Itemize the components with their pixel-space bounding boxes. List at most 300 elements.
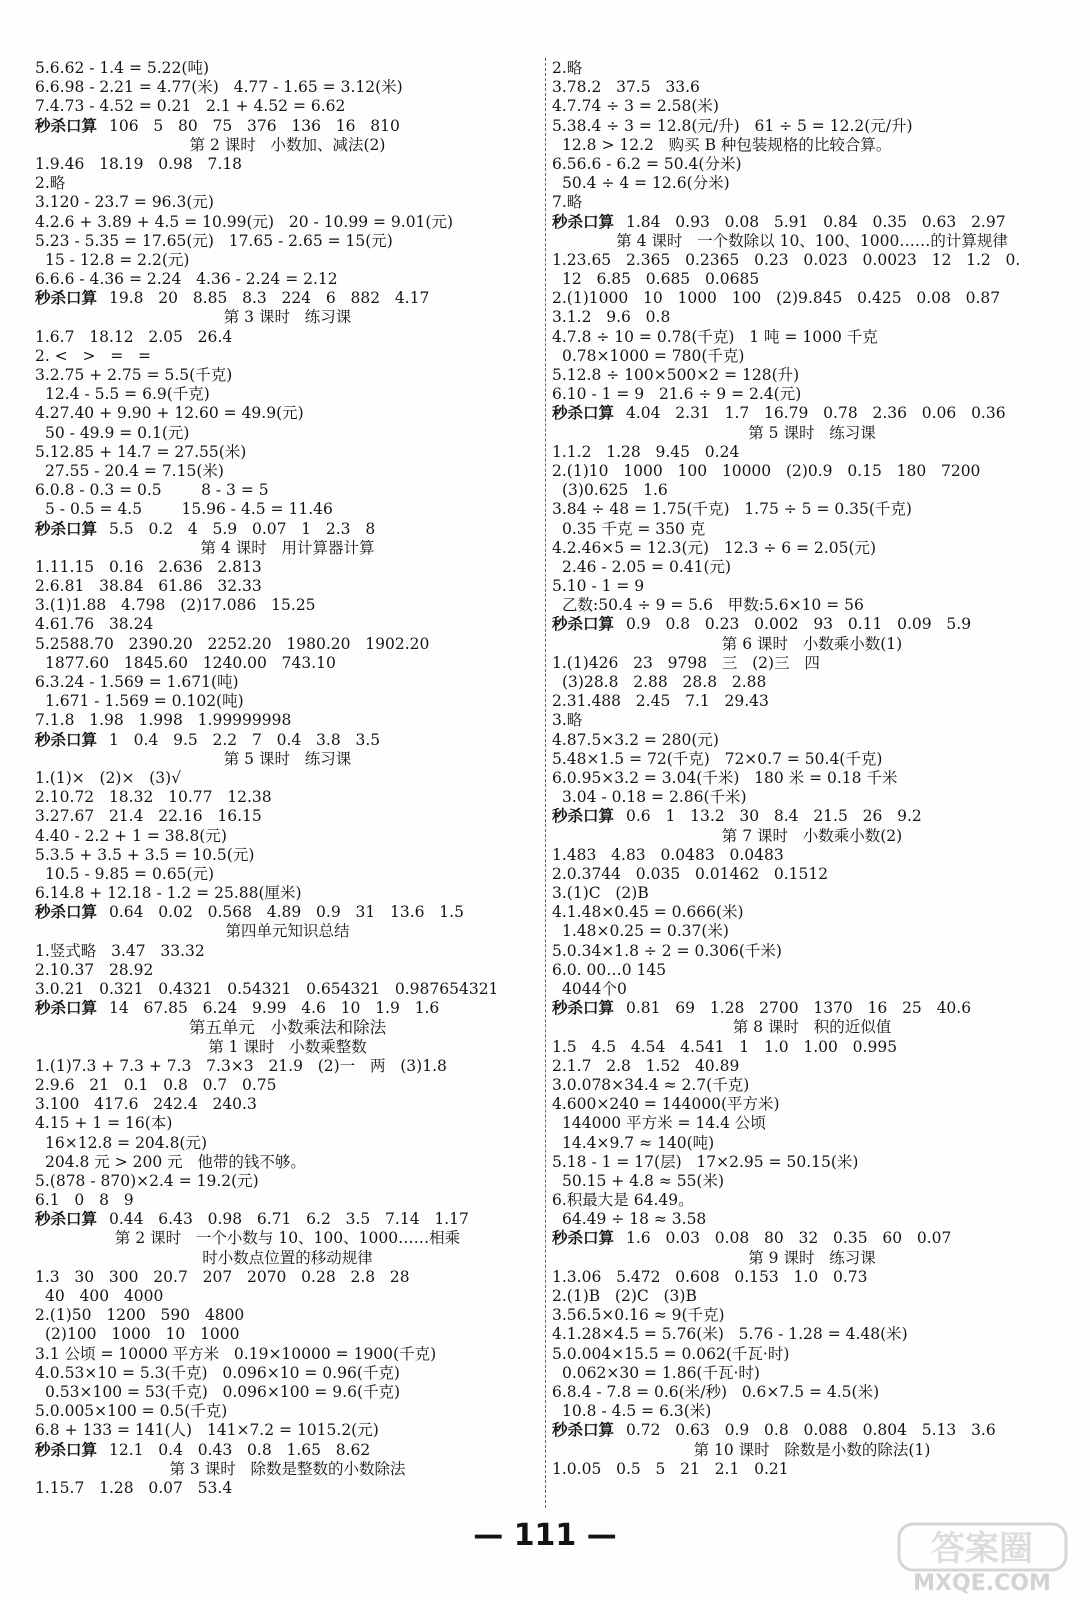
- answer-line: [35, 155, 540, 174]
- answer-line-continued: [552, 788, 1072, 807]
- answer-line: [35, 193, 540, 212]
- answer-line: [35, 1364, 540, 1383]
- answer-line: [552, 1268, 1072, 1287]
- line-text: 1.23.65 2.365 0.2365 0.23 0.023 0.0023 12 1.2 0.: [552, 250, 1021, 269]
- line-text: 第 1 课时 小数乘整数: [208, 1037, 367, 1056]
- line-text: 3.0.21 0.321 0.4321 0.54321 0.654321 0.987654321: [35, 980, 499, 998]
- line-text: 6.14.8 + 12.18 - 1.2 = 25.88(厘米): [35, 884, 302, 903]
- line-text: 2.(1)B (2)C (3)B: [552, 1287, 697, 1305]
- answer-line: [552, 750, 1072, 769]
- line-text: 0.9 0.8 0.23 0.002 93 0.11 0.09 5.9: [626, 615, 972, 634]
- answer-line-continued: [35, 865, 540, 884]
- answer-line: [552, 1306, 1072, 1325]
- answer-line-continued: [35, 424, 540, 443]
- answer-line-continued: [552, 1402, 1072, 1421]
- answer-line: [35, 711, 540, 730]
- line-text: 50.4 ÷ 4 = 12.6(分米): [562, 174, 730, 193]
- line-text: 16×12.8 = 204.8(元): [45, 1133, 208, 1152]
- answer-line: [35, 232, 540, 251]
- right-answer-column: [552, 59, 1072, 1479]
- answer-line: [552, 1153, 1072, 1172]
- answer-line: [552, 385, 1072, 404]
- line-text: 12.8 > 12.2 购买 B 种包装规格的比较合算。: [562, 135, 892, 154]
- answer-line: [35, 1479, 540, 1498]
- mental-math-line: [552, 615, 1072, 634]
- answer-line: [552, 1345, 1072, 1364]
- answer-line-continued: [552, 558, 1072, 577]
- line-text: 2.(1)1000 10 1000 100 (2)9.845 0.425 0.08 0.87: [552, 289, 1001, 308]
- line-text: 4.27.40 + 9.90 + 12.60 = 49.9(元): [35, 404, 304, 423]
- answer-line: [35, 577, 540, 596]
- line-text: 3.(1)1.88 4.798 (2)17.086 15.25: [35, 596, 316, 615]
- answer-line-continued: [552, 1364, 1072, 1383]
- line-text: (2)100 1000 10 1000: [45, 1325, 240, 1344]
- mental-math-label: 秒杀口算: [552, 1229, 615, 1248]
- answer-line: [35, 213, 540, 232]
- line-text: 6.0.95×3.2 = 3.04(千米) 180 米 = 0.18 千米: [552, 768, 898, 787]
- line-text: 5.0.34×1.8 ÷ 2 = 0.306(千米): [552, 941, 782, 960]
- line-text: 4.87.5×3.2 = 280(元): [552, 730, 719, 749]
- mental-math-label: 秒杀口算: [552, 615, 615, 634]
- answer-line-continued: [35, 692, 540, 711]
- lesson-heading: [35, 136, 540, 155]
- answer-line: [35, 1268, 540, 1287]
- line-text: 0.78×1000 = 780(千克): [562, 346, 745, 365]
- mental-math-label: 秒杀口算: [35, 1440, 98, 1459]
- answer-line-continued: [552, 174, 1072, 193]
- answer-line-continued: [35, 654, 540, 673]
- line-text: 5.12.8 ÷ 100×500×2 = 128(升): [552, 366, 800, 384]
- line-text: 50.15 + 4.8 ≈ 55(米): [562, 1171, 725, 1190]
- line-text: 6.8 + 133 = 141(人) 141×7.2 = 1015.2(元): [35, 1421, 379, 1440]
- answer-line-continued: [35, 1134, 540, 1153]
- line-text: 5.6.62 - 1.4 = 5.22(吨): [35, 59, 209, 77]
- line-text: 5.18 - 1 = 17(层) 17×2.95 = 50.15(米): [552, 1152, 859, 1171]
- mental-math-line: [552, 213, 1072, 232]
- line-text: 5.48×1.5 = 72(千克) 72×0.7 = 50.4(千克): [552, 749, 883, 768]
- line-text: 2.10.72 18.32 10.77 12.38: [35, 788, 272, 807]
- answer-line: [552, 769, 1072, 788]
- answer-line-continued: [552, 520, 1072, 539]
- answer-line: [35, 788, 540, 807]
- line-text: 1.9.46 18.19 0.98 7.18: [35, 154, 243, 173]
- mental-math-label: 秒杀口算: [35, 1210, 98, 1229]
- answer-line: [552, 1460, 1072, 1479]
- line-text: 106 5 80 75 376 136 16 810: [109, 116, 400, 135]
- mental-math-label: 秒杀口算: [35, 519, 98, 538]
- line-text: 3.100 417.6 242.4 240.3: [35, 1095, 257, 1114]
- answer-line: [552, 193, 1072, 212]
- line-text: 2.(1)50 1200 590 4800: [35, 1306, 245, 1325]
- mental-math-line: [35, 520, 540, 539]
- line-text: 第 10 课时 除数是小数的除法(1): [693, 1440, 931, 1459]
- line-text: 204.8 元 > 200 元 他带的钱不够。: [45, 1152, 306, 1171]
- mental-math-label: 秒杀口算: [35, 999, 98, 1018]
- line-text: 6.积最大是 64.49。: [552, 1191, 694, 1210]
- line-text: 第 2 课时 一个小数与 10、100、1000……相乘: [114, 1229, 461, 1248]
- line-text: 1.6 0.03 0.08 80 32 0.35 60 0.07: [626, 1229, 952, 1248]
- line-text: 3.27.67 21.4 22.16 16.15: [35, 807, 262, 826]
- answer-line: [35, 635, 540, 654]
- line-text: 6.6.98 - 2.21 = 4.77(米) 4.77 - 1.65 = 3.12(米): [35, 78, 403, 97]
- line-text: 2. < > = =: [35, 346, 152, 365]
- mental-math-label: 秒杀口算: [35, 289, 98, 308]
- answer-line: [552, 942, 1072, 961]
- answer-line: [552, 1038, 1072, 1057]
- answer-line: [552, 289, 1072, 308]
- lesson-heading: [552, 1441, 1072, 1460]
- mental-math-line: [552, 807, 1072, 826]
- answer-line: [35, 270, 540, 289]
- lesson-heading: [552, 635, 1072, 654]
- line-text: 12.4 - 5.5 = 6.9(千克): [45, 385, 210, 404]
- answer-line: [552, 865, 1072, 884]
- lesson-heading: [35, 1229, 540, 1248]
- mental-math-label: 秒杀口算: [552, 1421, 615, 1440]
- line-text: 4.1.48×0.45 = 0.666(米): [552, 903, 744, 922]
- answer-line: [552, 1325, 1072, 1344]
- line-text: 第 4 课时 一个数除以 10、100、1000……的计算规律: [616, 231, 1008, 250]
- answer-line: [35, 1345, 540, 1364]
- answer-line: [35, 1402, 540, 1421]
- answer-line: [552, 117, 1072, 136]
- mental-math-line: [552, 1421, 1072, 1440]
- line-text: 1.671 - 1.569 = 0.102(吨): [45, 692, 244, 711]
- answer-line: [552, 692, 1072, 711]
- answer-line: [552, 59, 1072, 78]
- line-text: 1.48×0.25 = 0.37(米): [562, 922, 729, 941]
- line-text: 5.10 - 1 = 9: [552, 577, 645, 596]
- answer-line: [552, 903, 1072, 922]
- line-text: 1.(1)× (2)× (3)√: [35, 768, 182, 787]
- mental-math-label: 秒杀口算: [35, 903, 98, 922]
- answer-line: [552, 1095, 1072, 1114]
- answer-line: [552, 78, 1072, 97]
- answer-line: [552, 1383, 1072, 1402]
- answer-line-continued: [35, 1153, 540, 1172]
- line-text: 第 6 课时 小数乘小数(1): [721, 634, 903, 653]
- line-text: 3.略: [552, 711, 583, 730]
- line-text: 3.(1)C (2)B: [552, 884, 649, 903]
- answer-line: [35, 366, 540, 385]
- svg-text:答案圈: 答案圈: [931, 1529, 1033, 1569]
- line-text: 2.9.6 21 0.1 0.8 0.7 0.75: [35, 1075, 277, 1094]
- line-text: 0.53×100 = 53(千克) 0.096×100 = 9.6(千克): [45, 1382, 401, 1401]
- answer-line: [35, 1095, 540, 1114]
- line-text: 第 5 课时 练习课: [748, 423, 876, 442]
- line-text: 6.56.6 - 6.2 = 50.4(分米): [552, 154, 742, 173]
- lesson-heading: [35, 1038, 540, 1057]
- lesson-heading: [35, 922, 540, 941]
- answer-line: [35, 884, 540, 903]
- line-text: 3.56.5×0.16 ≈ 9(千克): [552, 1306, 725, 1325]
- mental-math-line: [35, 289, 540, 308]
- mental-math-line: [552, 999, 1072, 1018]
- page-number-value: 111: [513, 1518, 577, 1553]
- line-text: 1.3 30 300 20.7 207 2070 0.28 2.8 28: [35, 1267, 410, 1286]
- answer-line: [35, 1191, 540, 1210]
- line-text: 第 2 课时 小数加、减法(2): [189, 135, 386, 154]
- line-text: 0.6 1 13.2 30 8.4 21.5 26 9.2: [626, 807, 922, 826]
- answer-line: [35, 596, 540, 615]
- line-text: 64.49 ÷ 18 ≈ 3.58: [562, 1210, 707, 1229]
- mental-math-label: 秒杀口算: [552, 212, 615, 231]
- line-text: 1.84 0.93 0.08 5.91 0.84 0.35 0.63 2.97: [626, 212, 1006, 231]
- line-text: 5.3.5 + 3.5 + 3.5 = 10.5(元): [35, 845, 255, 864]
- line-text: 1.1.2 1.28 9.45 0.24: [552, 442, 740, 461]
- mental-math-line: [35, 1441, 540, 1460]
- line-text: 5.(878 - 870)×2.4 = 19.2(元): [35, 1171, 259, 1190]
- line-text: 1.3.06 5.472 0.608 0.153 1.0 0.73: [552, 1267, 868, 1286]
- answer-line-continued: [35, 1325, 540, 1344]
- line-text: (3)28.8 2.88 28.8 2.88: [562, 673, 767, 691]
- answer-line-continued: [552, 347, 1072, 366]
- line-text: 6.0. 00…0 145: [552, 960, 667, 979]
- line-text: 第 3 课时 练习课: [223, 308, 352, 327]
- line-text: 10.5 - 9.85 = 0.65(元): [45, 864, 215, 883]
- answer-line: [552, 308, 1072, 327]
- line-text: 1.15.7 1.28 0.07 53.4: [35, 1478, 233, 1497]
- answer-line: [552, 711, 1072, 730]
- line-text: 1877.60 1845.60 1240.00 743.10: [45, 653, 336, 672]
- line-text: 40 400 4000: [45, 1287, 164, 1305]
- line-text: 7.1.8 1.98 1.998 1.99999998: [35, 711, 292, 730]
- line-text: 5.38.4 ÷ 3 = 12.8(元/升) 61 ÷ 5 = 12.2(元/升): [552, 116, 913, 135]
- line-text: 5.23 - 5.35 = 17.65(元) 17.65 - 2.65 = 15(元): [35, 231, 393, 250]
- answer-line: [552, 961, 1072, 980]
- answer-line: [552, 731, 1072, 750]
- lesson-heading: [552, 1018, 1072, 1037]
- line-text: 6.3.24 - 1.569 = 1.671(吨): [35, 673, 239, 691]
- answer-line: [35, 980, 540, 999]
- line-text: 第 9 课时 练习课: [748, 1248, 876, 1267]
- answer-line-continued: [35, 385, 540, 404]
- line-text: 0.72 0.63 0.9 0.8 0.088 0.804 5.13 3.6: [626, 1421, 996, 1440]
- line-text: 4.15 + 1 = 16(本): [35, 1114, 173, 1133]
- line-text: 1.(1)426 23 9798 三 (2)三 四: [552, 653, 820, 672]
- answer-line: [35, 942, 540, 961]
- answer-line: [552, 539, 1072, 558]
- answer-line-continued: [552, 481, 1072, 500]
- line-text: 2.6.81 38.84 61.86 32.33: [35, 577, 262, 596]
- line-text: 5.2588.70 2390.20 2252.20 1980.20 1902.20: [35, 634, 430, 653]
- line-text: 2.略: [35, 174, 66, 193]
- answer-line: [552, 328, 1072, 347]
- line-text: 5.12.85 + 14.7 = 27.55(米): [35, 442, 247, 461]
- answer-line: [35, 1421, 540, 1440]
- line-text: 2.1.7 2.8 1.52 40.89: [552, 1056, 740, 1075]
- answer-line: [35, 328, 540, 347]
- answer-line: [35, 1114, 540, 1133]
- answer-line: [35, 1057, 540, 1076]
- answer-line: [552, 884, 1072, 903]
- line-text: 19.8 20 8.85 8.3 224 6 882 4.17: [109, 289, 430, 308]
- lesson-heading: [35, 750, 540, 769]
- line-text: (3)0.625 1.6: [562, 481, 668, 500]
- answer-line: [35, 481, 540, 500]
- line-text: 1.(1)7.3 + 7.3 + 7.3 7.3×3 21.9 (2)一 两 (3)1.8: [35, 1056, 447, 1075]
- line-text: 6.0.8 - 0.3 = 0.5 8 - 3 = 5: [35, 481, 269, 500]
- answer-line: [552, 251, 1072, 270]
- answer-line: [35, 347, 540, 366]
- line-text: 4044个0: [562, 980, 627, 998]
- mental-math-line: [35, 1210, 540, 1229]
- answer-line: [35, 174, 540, 193]
- watermark-logo: [895, 1520, 1070, 1595]
- lesson-heading: [552, 827, 1072, 846]
- line-text: 0.81 69 1.28 2700 1370 16 25 40.6: [626, 999, 972, 1018]
- answer-line: [552, 500, 1072, 519]
- answer-line-continued: [552, 1172, 1072, 1191]
- line-text: 4.7.74 ÷ 3 = 2.58(米): [552, 97, 719, 116]
- mental-math-line: [35, 903, 540, 922]
- answer-line: [552, 654, 1072, 673]
- line-text: 4.2.46×5 = 12.3(元) 12.3 ÷ 6 = 2.05(元): [552, 538, 877, 557]
- line-text: 0.062×30 = 1.86(千瓦·时): [562, 1363, 760, 1382]
- answer-line-continued: [552, 1114, 1072, 1133]
- mental-math-line: [35, 731, 540, 750]
- line-text: 14 67.85 6.24 9.99 4.6 10 1.9 1.6: [109, 999, 440, 1018]
- line-text: 12.1 0.4 0.43 0.8 1.65 8.62: [109, 1440, 371, 1459]
- answer-line-continued: [552, 136, 1072, 155]
- line-text: 3.78.2 37.5 33.6: [552, 78, 700, 97]
- line-text: 4.600×240 = 144000(平方米): [552, 1095, 780, 1114]
- page-number: — 111 —: [473, 1518, 617, 1553]
- line-text: 144000 平方米 = 14.4 公顷: [562, 1114, 766, 1133]
- line-text: 1.6.7 18.12 2.05 26.4: [35, 327, 233, 346]
- answer-line-continued: [35, 500, 540, 519]
- lesson-heading: [552, 232, 1072, 251]
- line-text: 1.竖式略 3.47 33.32: [35, 941, 205, 960]
- answer-line: [35, 443, 540, 462]
- line-text: 4.40 - 2.2 + 1 = 38.8(元): [35, 826, 227, 845]
- line-text: 3.1 公顷 = 10000 平方米 0.19×10000 = 1900(千克): [35, 1344, 437, 1363]
- answer-line: [35, 807, 540, 826]
- line-text: 5.5 0.2 4 5.9 0.07 1 2.3 8: [109, 519, 376, 538]
- answer-line: [35, 1076, 540, 1095]
- line-text: 2.0.3744 0.035 0.01462 0.1512: [552, 864, 829, 883]
- mental-math-line: [552, 1229, 1072, 1248]
- line-text: 0.44 6.43 0.98 6.71 6.2 3.5 7.14 1.17: [109, 1210, 469, 1229]
- line-text: 3.2.75 + 2.75 = 5.5(千克): [35, 366, 233, 384]
- line-text: 2.(1)10 1000 100 10000 (2)0.9 0.15 180 7200: [552, 461, 981, 480]
- line-text: 第四单元知识总结: [225, 922, 350, 941]
- mental-math-label: 秒杀口算: [35, 116, 98, 135]
- line-text: 3.84 ÷ 48 = 1.75(千克) 1.75 ÷ 5 = 0.35(千克): [552, 500, 912, 519]
- line-text: 0.35 千克 = 350 克: [562, 519, 706, 538]
- line-text: 第 8 课时 积的近似值: [732, 1018, 892, 1037]
- line-text: 1.5 4.5 4.54 4.541 1 1.0 1.00 0.995: [552, 1037, 898, 1056]
- line-text: 2.46 - 2.05 = 0.41(元): [562, 557, 732, 576]
- answer-line: [552, 577, 1072, 596]
- line-text: 4.61.76 38.24: [35, 615, 154, 634]
- answer-line: [552, 1076, 1072, 1095]
- answer-line: [552, 1191, 1072, 1210]
- answer-line-continued: [35, 251, 540, 270]
- answer-line: [35, 769, 540, 788]
- line-text: 1.11.15 0.16 2.636 2.813: [35, 557, 262, 576]
- answer-line-continued: [552, 1134, 1072, 1153]
- lesson-heading: [35, 539, 540, 558]
- answer-line-continued: [552, 270, 1072, 289]
- answer-line: [35, 673, 540, 692]
- line-text: 6.8.4 - 7.8 = 0.6(米/秒) 0.6×7.5 = 4.5(米): [552, 1382, 880, 1401]
- svg-text:MXQE.COM: MXQE.COM: [913, 1571, 1051, 1595]
- answer-line-continued: [35, 462, 540, 481]
- answer-line-continued: [552, 673, 1072, 692]
- lesson-heading: [35, 308, 540, 327]
- answer-line: [35, 615, 540, 634]
- line-text: 10.8 - 4.5 = 6.3(米): [562, 1402, 712, 1421]
- answer-line: [552, 443, 1072, 462]
- lesson-heading: [35, 1460, 540, 1479]
- answer-line: [35, 78, 540, 97]
- answer-line: [35, 97, 540, 116]
- line-text: 4.1.28×4.5 = 5.76(米) 5.76 - 1.28 = 4.48(米): [552, 1325, 908, 1344]
- mental-math-label: 秒杀口算: [35, 730, 98, 749]
- answer-line-continued: [552, 922, 1072, 941]
- line-text: 4.04 2.31 1.7 16.79 0.78 2.36 0.06 0.36: [626, 404, 1006, 423]
- line-text: 7.4.73 - 4.52 = 0.21 2.1 + 4.52 = 6.62: [35, 97, 346, 116]
- line-text: 6.1 0 8 9: [35, 1191, 134, 1210]
- answer-line-continued: [552, 1210, 1072, 1229]
- line-text: 第 4 课时 用计算器计算: [200, 538, 375, 557]
- line-text: 第 7 课时 小数乘小数(2): [721, 826, 903, 845]
- line-text: 5.0.005×100 = 0.5(千克): [35, 1402, 228, 1421]
- column-divider: [545, 58, 546, 1508]
- mental-math-label: 秒杀口算: [552, 404, 615, 423]
- mental-math-label: 秒杀口算: [552, 999, 615, 1018]
- answer-line: [35, 846, 540, 865]
- line-text: 1.0.05 0.5 5 21 2.1 0.21: [552, 1459, 789, 1478]
- line-text: 第 3 课时 除数是整数的小数除法: [169, 1459, 406, 1478]
- line-text: 2.31.488 2.45 7.1 29.43: [552, 692, 769, 711]
- line-text: 3.0.078×34.4 ≈ 2.7(千克): [552, 1075, 750, 1094]
- line-text: 3.120 - 23.7 = 96.3(元): [35, 193, 214, 212]
- answer-line: [35, 961, 540, 980]
- mental-math-line: [35, 117, 540, 136]
- answer-line-continued: [35, 1287, 540, 1306]
- line-text: 27.55 - 20.4 = 7.15(米): [45, 461, 224, 480]
- answer-line: [552, 366, 1072, 385]
- mental-math-line: [35, 999, 540, 1018]
- line-text: 6.10 - 1 = 9 21.6 ÷ 9 = 2.4(元): [552, 385, 802, 404]
- mental-math-line: [552, 404, 1072, 423]
- answer-line-continued: [35, 1383, 540, 1402]
- line-text: 12 6.85 0.685 0.0685: [562, 270, 760, 289]
- lesson-heading: [552, 424, 1072, 443]
- lesson-heading: [552, 1249, 1072, 1268]
- answer-line: [552, 155, 1072, 174]
- line-text: 乙数:50.4 ÷ 9 = 5.6 甲数:5.6×10 = 56: [562, 596, 864, 615]
- answer-line: [35, 827, 540, 846]
- answer-line: [552, 97, 1072, 116]
- line-text: 5.0.004×15.5 = 0.062(千瓦·时): [552, 1344, 790, 1363]
- watermark-logo-graphic: [895, 1520, 1070, 1595]
- line-text: 2.10.37 28.92: [35, 960, 154, 979]
- answer-line: [35, 558, 540, 577]
- line-text: 4.7.8 ÷ 10 = 0.78(千克) 1 吨 = 1000 千克: [552, 327, 878, 346]
- answer-line: [552, 846, 1072, 865]
- line-text: 第五单元 小数乘法和除法: [188, 1018, 387, 1038]
- answer-line-continued: [552, 980, 1072, 999]
- unit-heading: [35, 1018, 540, 1037]
- answer-line: [552, 462, 1072, 481]
- answer-line: [552, 1057, 1072, 1076]
- line-text: 6.6.6 - 4.36 = 2.24 4.36 - 2.24 = 2.12: [35, 270, 338, 289]
- lesson-heading: [35, 1249, 540, 1268]
- line-text: 15 - 12.8 = 2.2(元): [45, 250, 190, 269]
